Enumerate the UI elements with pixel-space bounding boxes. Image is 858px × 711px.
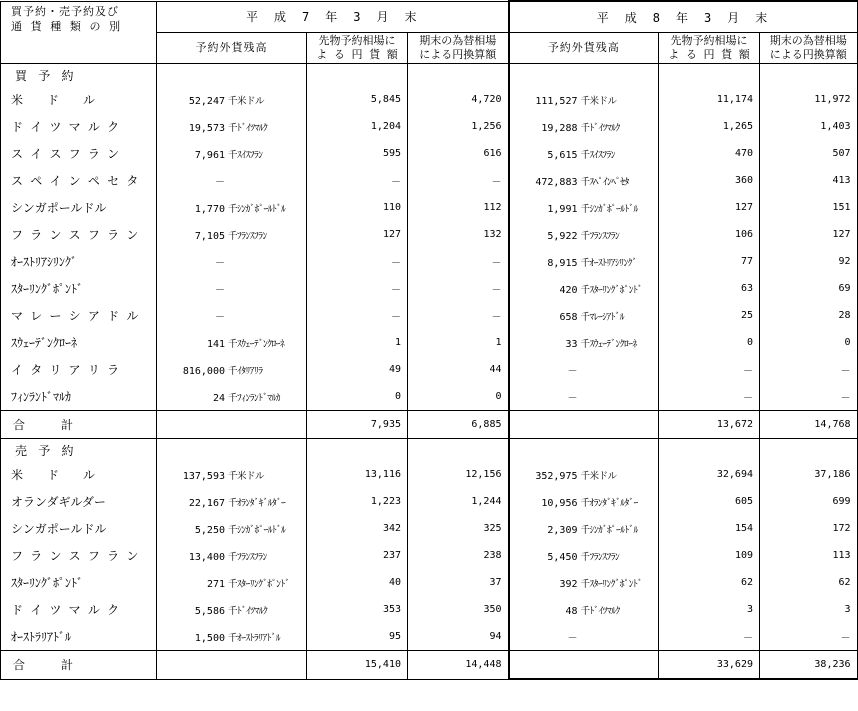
h7-forward-yen: －: [307, 248, 408, 275]
currency-name: ｽﾀｰﾘﾝｸﾞﾎﾟﾝﾄﾞ: [1, 569, 157, 596]
h7-balance-unit: 千ｼﾝｶﾞﾎﾟｰﾙﾄﾞﾙ: [228, 203, 286, 215]
currency-name: マ レ ー シ ア ド ル: [1, 302, 157, 329]
h7-balance-amount: 5,250: [194, 524, 225, 536]
table-row: [1, 329, 858, 356]
h7-balance-cell: [157, 542, 307, 569]
h8-balance-unit: 千米ドル: [580, 470, 617, 482]
empty-cell: [509, 439, 659, 462]
h8-balance-cell: [509, 302, 659, 329]
buy-total-label: 合 計: [1, 411, 157, 439]
h8-balance-unit: 千ﾏﾚｰｼｱﾄﾞﾙ: [580, 311, 625, 323]
h7-forward-yen: 353: [307, 596, 408, 623]
h7-end-of-period-yen: －: [408, 275, 509, 302]
currency-name: オランダギルダー: [1, 488, 157, 515]
table-row: [1, 221, 858, 248]
h7-end-of-period-yen: 616: [408, 140, 509, 167]
h7-end-of-period-yen: 1,256: [408, 113, 509, 140]
table-row: [1, 275, 858, 302]
sell-total-label: 合 計: [1, 651, 157, 680]
h8-end-of-period-yen: 37,186: [760, 461, 858, 488]
h7-balance-unit: 千ﾄﾞｲﾂﾏﾙｸ: [228, 122, 268, 134]
h7-balance-cell: [157, 569, 307, 596]
h8-end-of-period-yen: 413: [760, 167, 858, 194]
h8-end-of-period-yen: －: [760, 356, 858, 383]
h8-balance-unit: 千ｵﾗﾝﾀﾞｷﾞﾙﾀﾞｰ: [580, 497, 638, 509]
h8-balance-cell: [509, 569, 659, 596]
h7-forward-yen: 110: [307, 194, 408, 221]
currency-name: ﾌｨﾝﾗﾝﾄﾞﾏﾙｶ: [1, 383, 157, 411]
h8-balance-amount: －: [567, 366, 578, 377]
h7-balance-cell: [157, 488, 307, 515]
period-h8-header: 平 成 8 年 3 月 末: [509, 1, 858, 33]
h8-balance-amount: 392: [559, 578, 578, 590]
h8-forward-yen: －: [659, 356, 760, 383]
h7-end-of-period-yen: 1: [408, 329, 509, 356]
h7-forward-yen: 13,116: [307, 461, 408, 488]
h8-forward-yen: 106: [659, 221, 760, 248]
h7-balance-amount: 5,586: [194, 605, 225, 617]
h7-end-of-period-yen: 112: [408, 194, 509, 221]
h7-balance-cell: [157, 356, 307, 383]
h7-balance-cell: [157, 113, 307, 140]
h7-balance-amount: 137,593: [182, 470, 225, 482]
h8-forward-yen: 62: [659, 569, 760, 596]
h8-forward-yen: 360: [659, 167, 760, 194]
h7-balance-amount: 7,961: [194, 149, 225, 161]
currency-name: ｽﾀｰﾘﾝｸﾞﾎﾟﾝﾄﾞ: [1, 275, 157, 302]
h8-forward-yen: 109: [659, 542, 760, 569]
h7-forward-yen: －: [307, 275, 408, 302]
h8-forward-yen: 605: [659, 488, 760, 515]
h7-end-of-period-yen: 94: [408, 623, 509, 651]
empty-cell: [509, 64, 659, 87]
h8-balance-unit: 千ｽﾀｰﾘﾝｸﾞﾎﾟﾝﾄﾞ: [580, 284, 643, 296]
h8-balance-cell: [509, 596, 659, 623]
h7-balance-cell: [157, 167, 307, 194]
h8-forward-yen: 127: [659, 194, 760, 221]
h8-balance-cell: [509, 356, 659, 383]
h8-balance-amount: 472,883: [535, 176, 578, 188]
h7-forward-rate-header-line2: よ る 円 貨 額: [316, 48, 398, 61]
h8-balance-unit: 千ﾄﾞｲﾂﾏﾙｸ: [580, 122, 620, 134]
h8-end-of-period-yen: 113: [760, 542, 858, 569]
h8-balance-unit: 千ｵｰｽﾄﾘｱｼﾘﾝｸﾞ: [580, 257, 637, 269]
h8-balance-amount: 48: [565, 605, 578, 617]
category-header: [1, 1, 157, 64]
h7-balance-unit: 千ｽﾀｰﾘﾝｸﾞﾎﾟﾝﾄﾞ: [228, 578, 290, 590]
h7-balance-unit: 千ｽｳｪｰﾃﾞﾝｸﾛｰﾈ: [228, 338, 285, 350]
h8-balance-unit: 千ﾌﾗﾝｽﾌﾗﾝ: [580, 230, 620, 242]
h7-balance-cell: [157, 275, 307, 302]
table-row: [1, 140, 858, 167]
table-row: [1, 194, 858, 221]
h8-forward-yen: －: [659, 623, 760, 651]
h8-balance-unit: 千ｽﾀｰﾘﾝｸﾞﾎﾟﾝﾄﾞ: [580, 578, 643, 590]
h7-forward-rate-header-line1: 先物予約相場に: [318, 34, 396, 47]
h7-forward-yen: 342: [307, 515, 408, 542]
category-header-line1: 買予約・売予約及び: [11, 4, 119, 18]
period-h7-header: 平 成 7 年 3 月 末: [157, 1, 509, 33]
h8-balance-unit: 千ｼﾝｶﾞﾎﾟｰﾙﾄﾞﾙ: [580, 524, 638, 536]
currency-name: 米 ド ル: [1, 461, 157, 488]
empty-cell: [659, 64, 760, 87]
h8-end-of-period-yen: 507: [760, 140, 858, 167]
currency-name: 米 ド ル: [1, 86, 157, 113]
h7-balance-amount: 13,400: [188, 551, 225, 563]
h8-end-of-period-yen: 92: [760, 248, 858, 275]
h7-balance-amount: －: [215, 312, 225, 323]
h7-balance-amount: －: [215, 258, 225, 269]
h8-balance-unit: 千ｽｲｽﾌﾗﾝ: [580, 149, 616, 161]
currency-name: ド イ ツ マ ル ク: [1, 596, 157, 623]
h8-balance-cell: [509, 167, 659, 194]
category-header-line2: 通 貨 種 類 の 別: [11, 19, 122, 33]
h8-balance-amount: 10,956: [541, 497, 578, 509]
h7-balance-amount: 52,247: [188, 95, 225, 107]
empty-cell: [760, 64, 858, 87]
h7-forward-yen: 40: [307, 569, 408, 596]
h7-forward-yen: 49: [307, 356, 408, 383]
h8-balance-amount: 5,450: [547, 551, 578, 563]
h7-balance-unit: 千ﾌﾗﾝｽﾌﾗﾝ: [228, 230, 267, 242]
buy-section-label: 買 予 約: [1, 64, 157, 87]
currency-name: ス ペ イ ン ペ セ タ: [1, 167, 157, 194]
buy-total-h7-end-of-period: 6,885: [408, 411, 509, 439]
h8-balance-cell: [509, 140, 659, 167]
h8-balance-unit: 千ｼﾝｶﾞﾎﾟｰﾙﾄﾞﾙ: [580, 203, 638, 215]
h7-balance-unit: 千米ドル: [228, 95, 265, 107]
h7-forward-yen: 595: [307, 140, 408, 167]
h8-forward-yen: 32,694: [659, 461, 760, 488]
h7-balance-cell: [157, 194, 307, 221]
h8-forward-rate-header-line2: よ る 円 貨 額: [668, 48, 750, 61]
empty-cell: [157, 651, 307, 680]
table-row: [1, 596, 858, 623]
table-row: [1, 86, 858, 113]
h7-balance-cell: [157, 248, 307, 275]
empty-cell: [659, 439, 760, 462]
h8-balance-amount: 658: [559, 311, 578, 323]
h7-balance-unit: 千ｽｲｽﾌﾗﾝ: [228, 149, 263, 161]
h7-forward-yen: 1,204: [307, 113, 408, 140]
table-row: [1, 623, 858, 651]
h7-end-of-period-yen: －: [408, 248, 509, 275]
h7-balance-amount: 22,167: [188, 497, 225, 509]
h7-end-of-period-yen: 132: [408, 221, 509, 248]
h7-balance-cell: [157, 623, 307, 651]
h8-balance-cell: [509, 329, 659, 356]
h8-forward-rate-header-line1: 先物予約相場に: [670, 34, 748, 47]
h7-balance-cell: [157, 221, 307, 248]
h8-forward-yen: 0: [659, 329, 760, 356]
h8-end-of-period-yen: 0: [760, 329, 858, 356]
h7-balance-amount: 1,770: [194, 203, 225, 215]
table-row: [1, 515, 858, 542]
h8-balance-cell: [509, 275, 659, 302]
h7-balance-amount: 141: [206, 338, 225, 350]
h8-end-of-period-header: [760, 33, 858, 64]
empty-cell: [408, 439, 509, 462]
h7-balance-amount: 271: [206, 578, 225, 590]
buy-total-h8-forward: 13,672: [659, 411, 760, 439]
table-row: [1, 542, 858, 569]
buy-total-row: [1, 411, 858, 439]
h7-balance-unit: 千ﾌｨﾝﾗﾝﾄﾞﾏﾙｶ: [228, 392, 281, 404]
h8-balance-amount: 19,288: [541, 122, 578, 134]
h7-forward-yen: 5,845: [307, 86, 408, 113]
buy-section-row: [1, 64, 858, 87]
empty-cell: [760, 439, 858, 462]
h7-end-of-period-yen: 4,720: [408, 86, 509, 113]
h8-balance-cell: [509, 515, 659, 542]
currency-name: イ タ リ ア リ ラ: [1, 356, 157, 383]
buy-total-h7-forward: 7,935: [307, 411, 408, 439]
h7-forward-yen: 237: [307, 542, 408, 569]
h8-balance-cell: [509, 488, 659, 515]
h7-end-of-period-yen: －: [408, 302, 509, 329]
h8-balance-unit: 千ﾌﾗﾝｽﾌﾗﾝ: [580, 551, 620, 563]
currency-name: フ ラ ン ス フ ラ ン: [1, 221, 157, 248]
h7-end-of-period-yen: －: [408, 167, 509, 194]
h7-forward-yen: 95: [307, 623, 408, 651]
h7-end-of-period-yen: 0: [408, 383, 509, 411]
h8-balance-cell: [509, 86, 659, 113]
h8-balance-amount: 420: [559, 284, 578, 296]
h8-balance-cell: [509, 461, 659, 488]
table-row: [1, 356, 858, 383]
h7-forward-yen: －: [307, 302, 408, 329]
h7-end-of-period-yen: 350: [408, 596, 509, 623]
h7-end-of-period-header: [408, 33, 509, 64]
h8-end-of-period-yen: －: [760, 623, 858, 651]
h8-balance-amount: 33: [565, 338, 578, 350]
h7-forward-yen: 0: [307, 383, 408, 411]
h8-balance-amount: 5,615: [547, 149, 578, 161]
h8-forward-yen: 470: [659, 140, 760, 167]
h7-end-of-period-yen: 37: [408, 569, 509, 596]
h8-end-of-period-yen: 699: [760, 488, 858, 515]
currency-name: ｽｳｪｰﾃﾞﾝｸﾛｰﾈ: [1, 329, 157, 356]
h8-end-of-period-yen: 62: [760, 569, 858, 596]
empty-cell: [307, 64, 408, 87]
h8-balance-amount: 1,991: [547, 203, 578, 215]
empty-cell: [157, 411, 307, 439]
h8-forward-yen: 154: [659, 515, 760, 542]
h8-balance-amount: 8,915: [547, 257, 578, 269]
h8-end-of-period-yen: 11,972: [760, 86, 858, 113]
h8-balance-cell: [509, 542, 659, 569]
h7-balance-amount: 816,000: [182, 365, 225, 377]
sell-section-label: 売 予 約: [1, 439, 157, 462]
h8-end-of-period-yen: 127: [760, 221, 858, 248]
h7-balance-amount: －: [215, 285, 225, 296]
h7-balance-amount: 24: [212, 392, 225, 404]
h8-balance-amount: 2,309: [547, 524, 578, 536]
empty-cell: [157, 64, 307, 87]
h8-forward-yen: 1,265: [659, 113, 760, 140]
h8-balance-cell: [509, 221, 659, 248]
h8-end-of-period-yen: －: [760, 383, 858, 411]
h7-balance-cell: [157, 86, 307, 113]
currency-name: ｵｰｽﾄﾘｱｼﾘﾝｸﾞ: [1, 248, 157, 275]
currency-name: ド イ ツ マ ル ク: [1, 113, 157, 140]
h7-forward-yen: 1,223: [307, 488, 408, 515]
h8-balance-cell: [509, 383, 659, 411]
h8-balance-amount: 352,975: [535, 470, 578, 482]
h7-balance-cell: [157, 461, 307, 488]
empty-cell: [408, 64, 509, 87]
h8-end-of-period-yen: 151: [760, 194, 858, 221]
currency-name: ｵｰｽﾄﾗﾘｱﾄﾞﾙ: [1, 623, 157, 651]
h7-end-of-period-header-line2: による円換算額: [419, 48, 497, 61]
h7-balance-cell: [157, 329, 307, 356]
h7-end-of-period-yen: 12,156: [408, 461, 509, 488]
sell-section-row: [1, 439, 858, 462]
h7-forward-yen: 1: [307, 329, 408, 356]
currency-name: フ ラ ン ス フ ラ ン: [1, 542, 157, 569]
h8-balance-header: 予約外貨残高: [509, 33, 659, 64]
h7-forward-rate-header: [307, 33, 408, 64]
h7-balance-unit: 千ｼﾝｶﾞﾎﾟｰﾙﾄﾞﾙ: [228, 524, 286, 536]
h7-balance-cell: [157, 515, 307, 542]
h8-balance-amount: －: [567, 633, 578, 644]
h8-forward-yen: 63: [659, 275, 760, 302]
table-row: [1, 488, 858, 515]
h7-balance-unit: 千ｵｰｽﾄﾗﾘｱﾄﾞﾙ: [228, 632, 281, 644]
sell-total-row: [1, 651, 858, 680]
h8-end-of-period-yen: 172: [760, 515, 858, 542]
h7-end-of-period-yen: 325: [408, 515, 509, 542]
h7-balance-amount: 1,500: [194, 632, 225, 644]
h7-balance-cell: [157, 596, 307, 623]
h8-balance-cell: [509, 623, 659, 651]
h8-balance-amount: 111,527: [535, 95, 578, 107]
h8-forward-yen: 25: [659, 302, 760, 329]
table-row: [1, 569, 858, 596]
h7-balance-unit: 千ｲﾀﾘｱﾘﾗ: [228, 365, 263, 377]
h7-end-of-period-yen: 238: [408, 542, 509, 569]
h7-end-of-period-yen: 1,244: [408, 488, 509, 515]
h8-balance-amount: 5,922: [547, 230, 578, 242]
h8-end-of-period-header-line1: 期末の為替相場: [769, 34, 847, 47]
h8-balance-cell: [509, 248, 659, 275]
table-row: [1, 302, 858, 329]
h8-balance-unit: 千ｽﾍﾟｲﾝﾍﾟｾﾀ: [580, 176, 629, 188]
h7-balance-unit: 千ﾄﾞｲﾂﾏﾙｸ: [228, 605, 268, 617]
h8-balance-unit: 千米ドル: [580, 95, 617, 107]
h8-end-of-period-yen: 28: [760, 302, 858, 329]
h7-balance-amount: 19,573: [188, 122, 225, 134]
sell-total-h8-end-of-period: 38,236: [760, 651, 858, 680]
h7-balance-unit: 千米ドル: [228, 470, 265, 482]
h8-end-of-period-yen: 69: [760, 275, 858, 302]
h7-balance-cell: [157, 383, 307, 411]
empty-cell: [509, 651, 659, 680]
h7-end-of-period-header-line1: 期末の為替相場: [419, 34, 497, 47]
h7-balance-unit: 千ｵﾗﾝﾀﾞｷﾞﾙﾀﾞｰ: [228, 497, 286, 509]
table-row: [1, 167, 858, 194]
h7-balance-unit: 千ﾌﾗﾝｽﾌﾗﾝ: [228, 551, 267, 563]
table-row: [1, 113, 858, 140]
sell-total-h8-forward: 33,629: [659, 651, 760, 680]
empty-cell: [509, 411, 659, 439]
h8-balance-cell: [509, 194, 659, 221]
h7-balance-amount: 7,105: [194, 230, 225, 242]
buy-total-h8-end-of-period: 14,768: [760, 411, 858, 439]
h8-forward-rate-header: [659, 33, 760, 64]
h8-balance-amount: －: [567, 393, 578, 404]
sell-total-h7-forward: 15,410: [307, 651, 408, 680]
empty-cell: [157, 439, 307, 462]
h8-forward-yen: 11,174: [659, 86, 760, 113]
currency-name: シンガポールドル: [1, 194, 157, 221]
h8-end-of-period-yen: 1,403: [760, 113, 858, 140]
currency-name: ス イ ス フ ラ ン: [1, 140, 157, 167]
h8-forward-yen: －: [659, 383, 760, 411]
h7-balance-cell: [157, 302, 307, 329]
h7-forward-yen: 127: [307, 221, 408, 248]
table-row: [1, 461, 858, 488]
h8-end-of-period-header-line2: による円換算額: [769, 48, 847, 61]
currency-name: シンガポールドル: [1, 515, 157, 542]
h7-balance-cell: [157, 140, 307, 167]
empty-cell: [307, 439, 408, 462]
h7-balance-header: 予約外貨残高: [157, 33, 307, 64]
table-row: [1, 383, 858, 411]
h7-end-of-period-yen: 44: [408, 356, 509, 383]
h8-balance-unit: 千ｽｳｪｰﾃﾞﾝｸﾛｰﾈ: [580, 338, 637, 350]
h7-balance-amount: －: [215, 177, 225, 188]
h7-forward-yen: －: [307, 167, 408, 194]
h8-balance-unit: 千ﾄﾞｲﾂﾏﾙｸ: [580, 605, 620, 617]
h8-forward-yen: 3: [659, 596, 760, 623]
h8-end-of-period-yen: 3: [760, 596, 858, 623]
table-row: [1, 248, 858, 275]
h8-forward-yen: 77: [659, 248, 760, 275]
sell-total-h7-end-of-period: 14,448: [408, 651, 509, 680]
h8-balance-cell: [509, 113, 659, 140]
